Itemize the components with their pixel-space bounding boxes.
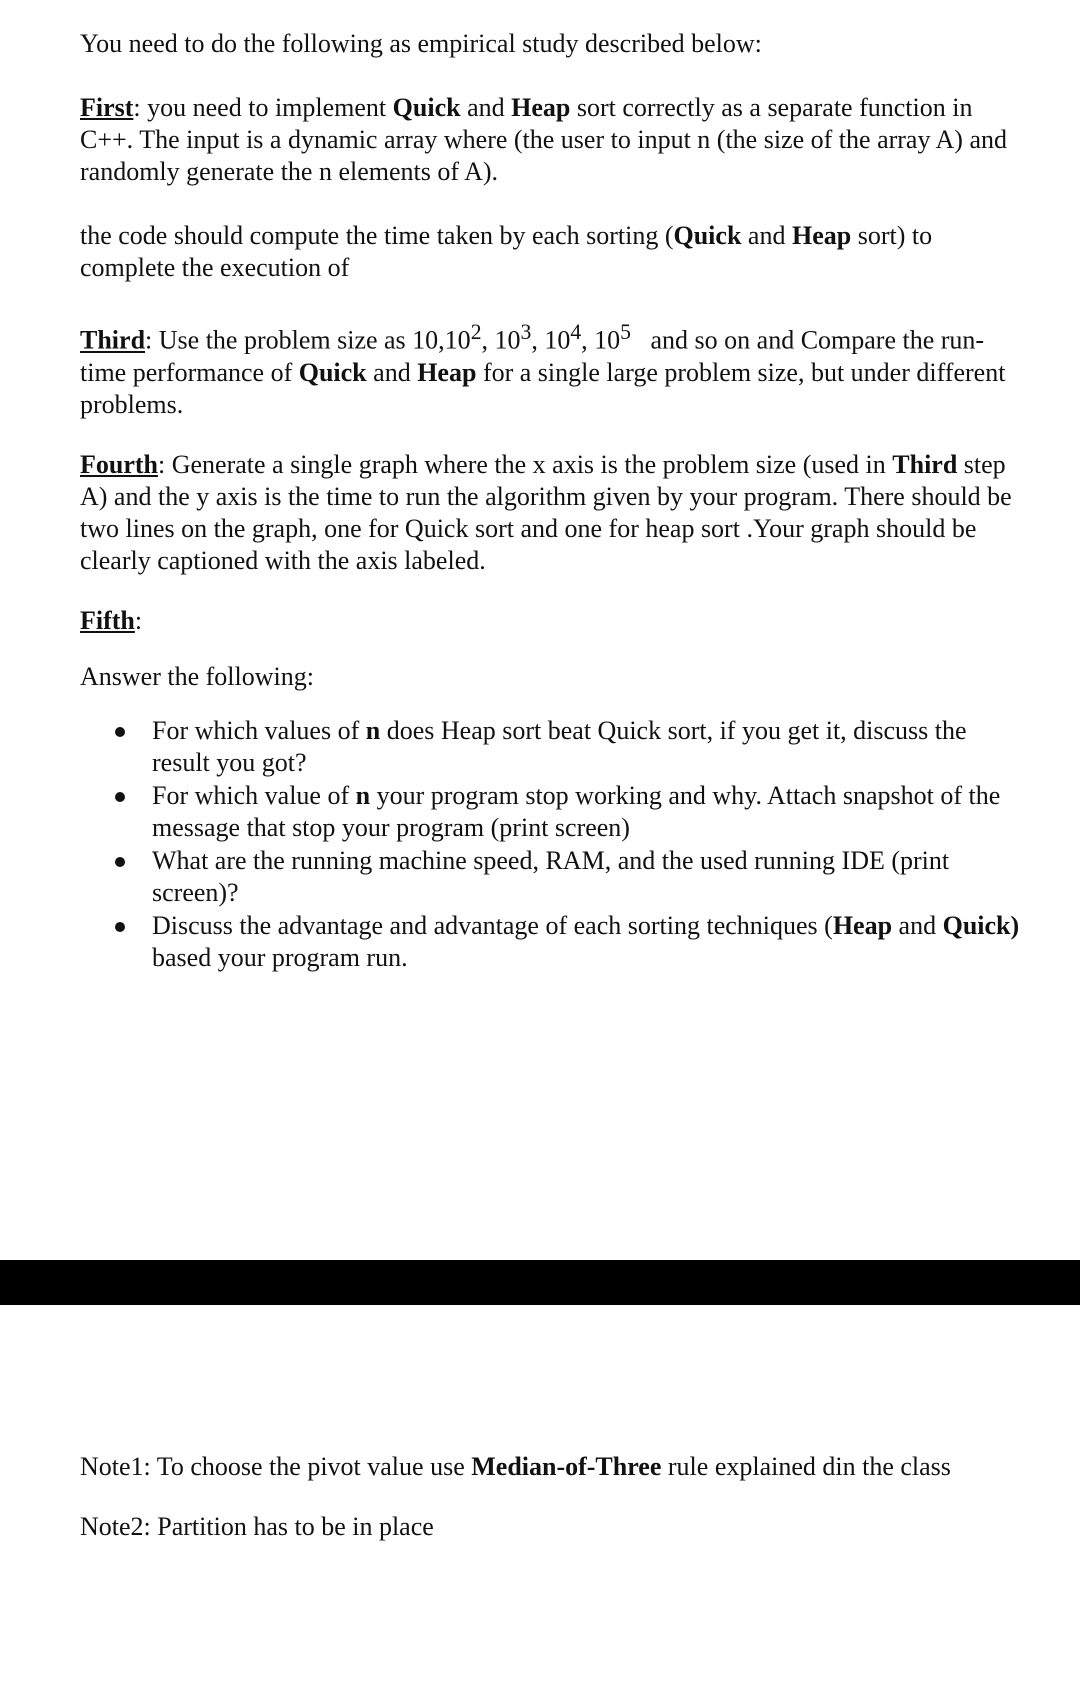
first-heading: First bbox=[80, 93, 134, 122]
list-item: For which value of n your program stop working and why. Attach snapshot of the message that stop your program (print screen) bbox=[152, 780, 1020, 844]
second-paragraph: the code should compute the time taken by each sorting (Quick and Heap sort) to complete the execution of bbox=[80, 221, 933, 282]
intro-paragraph: You need to do the following as empirical study described below: bbox=[80, 29, 762, 58]
third-heading: Third bbox=[80, 325, 146, 355]
first-paragraph: First: you need to implement Quick and Heap sort correctly as a separate function in C++. The input is a dynamic array where (the user to input n (the size of the array A) and randomly generate the n elements of A). bbox=[80, 93, 1007, 186]
question-list bbox=[80, 715, 1020, 974]
bullet-icon bbox=[115, 727, 125, 737]
fourth-heading: Fourth bbox=[80, 449, 158, 479]
list-item: Discuss the advantage and advantage of each sorting techniques (Heap and Quick) based your program run. bbox=[152, 910, 1020, 974]
fourth-paragraph: Fourth: Generate a single graph where the x axis is the problem size (used in Third step A) and the y axis is the time to run the algorithm given by your program. There should be two lines on the graph, one for Quick sort and one for heap sort .Your graph should be clearly captioned with the axis labeled. bbox=[80, 449, 1012, 575]
bullet-icon bbox=[115, 792, 125, 802]
fifth-heading: Fifth bbox=[80, 605, 135, 635]
list-item: For which values of n does Heap sort beat Quick sort, if you get it, discuss the result you got? bbox=[152, 715, 1020, 779]
note-1: Note1: To choose the pivot value use Median-of-Three rule explained din the class bbox=[80, 1452, 951, 1481]
list-item: What are the running machine speed, RAM, and the used running IDE (print screen)? bbox=[152, 845, 1020, 909]
answer-intro: Answer the following: bbox=[80, 661, 314, 691]
third-paragraph: Third: Use the problem size as 10,10$^2$, $10^3$, $10^4$, $10^5$ and so on and Compare the run-time performance of Quick and Heap for a single large problem size, but under different problems. bbox=[80, 320, 1006, 419]
document-body bbox=[80, 28, 1020, 975]
redaction-bar bbox=[0, 1260, 1080, 1305]
bullet-icon bbox=[115, 922, 125, 932]
notes-section bbox=[80, 1448, 1020, 1546]
fifth-paragraph: Fifth: bbox=[80, 605, 143, 635]
bullet-icon bbox=[115, 857, 125, 867]
note-2: Note2: Partition has to be in place bbox=[80, 1512, 434, 1541]
